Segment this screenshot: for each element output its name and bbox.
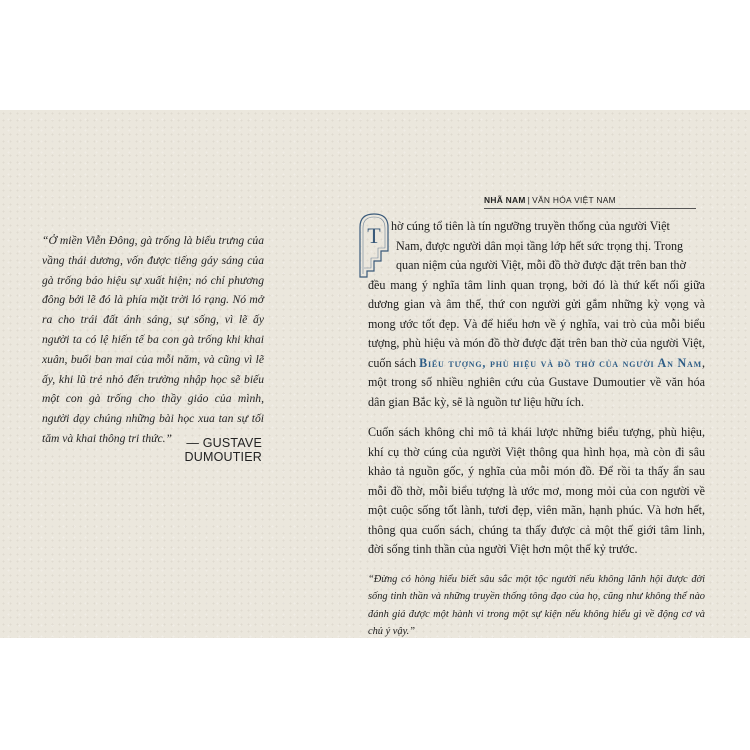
book-title-highlight: Biểu tượng, phù hiệu và đồ thờ của người An Nam <box>419 355 702 370</box>
book-spread <box>0 110 750 638</box>
section-name: VĂN HÓA VIỆT NAM <box>532 195 616 205</box>
intro-line-3: quan niệm của người Việt, mỗi đồ thờ được đặt trên ban thờ <box>396 258 686 272</box>
running-head <box>484 195 696 209</box>
intro-text-end: , một trong số nhiều nghiên cứu của Gustave Dumoutier về văn hóa dân gian Bắc kỳ, sẽ là nguồn tư liệu hữu ích. <box>368 355 705 409</box>
publisher-brand: NHÃ NAM <box>484 195 526 205</box>
intro-line-1: hờ cúng tổ tiên là tín ngưỡng truyền thống của người Việt <box>391 219 670 233</box>
intro-line-2: Nam, được người dân mọi tầng lớp hết sức trọng thị. Trong <box>396 238 684 253</box>
paragraph-intro <box>368 217 705 412</box>
running-head-separator: | <box>527 195 531 205</box>
intro-text: đều mang ý nghĩa tâm linh quan trọng, bởi đó là thứ kết nối giữa dương gian và âm thế, thứ con người gửi gắm những kỳ vọng và mong ước tốt đẹp. Và để hiểu hơn về ý nghĩa, vai trò của mỗi biểu tượng, phù hiệu và món đồ thờ được đặt trên ban thờ của người Việt, cuốn sách <box>368 277 705 370</box>
quote-attribution: — GUSTAVE DUMOUTIER <box>184 436 262 464</box>
left-page-quote: “Ở miền Viễn Đông, gà trống là biểu trưng của vầng thái dương, vốn được tiếng gáy sáng của gà trống báo hiệu sự xuất hiện; nó chỉ phương đông bởi lẽ đó là phía mặt trời ló rạng. Nó mở ra cho trái đất ánh sáng, sự sống, vì lẽ ấy người ta có lệ hiến tế ba con gà trống khi khai xuân, buổi ban mai của mỗi năm, và cũng vì lẽ ấy, khi lũ trẻ nhỏ đến trường nhập học sẽ biếu một con gà trống cho thầy giáo của mình, người dạy chúng những bài học xua tan sự tối tăm và khai thông tri thức.” <box>42 234 264 445</box>
main-body-text <box>368 217 705 641</box>
right-page-quote: “Đừng có hòng hiểu biết sâu sắc một tộc người nếu không lãnh hội được đời sống tinh thần và những truyền thống tông đạo của họ, cũng như không thể nào đánh giá được một hành vi trong một sự kiện nếu không hiểu gì về động cơ và chủ ý vậy.” <box>368 573 705 638</box>
drop-cap-letter: T <box>367 223 381 248</box>
paragraph-description: Cuốn sách không chỉ mô tả khái lược những biểu tượng, phù hiệu, khí cụ thờ cúng của người Việt thông qua hình họa, mà còn đi sâu khảo tả nguồn gốc, ý nghĩa của mỗi món đồ. Để rồi ta thấy ẩn sau mỗi đồ thờ, mỗi biểu tượng là ước mơ, mong mỏi của con người về một cuộc sống tốt lành, tươi đẹp, viên mãn, hạnh phúc. Và hơn hết, thông qua cuốn sách, chúng ta thấy được cả một thế giới tâm linh, đời sống tinh thần của người Việt hơn một thế kỷ trước. <box>368 425 705 556</box>
